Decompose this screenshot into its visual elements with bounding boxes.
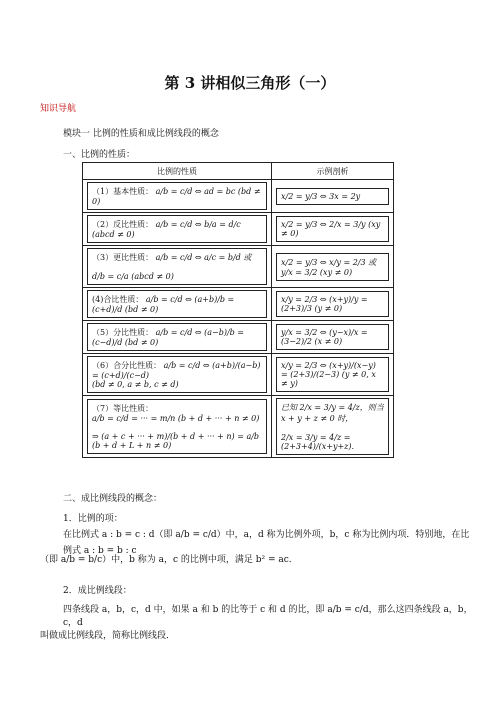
paragraph: 四条线段 a，b，c，d 中，如果 a 和 b 的比等于 c 和 d 的比，即 a/b = c/d，那么这四条线段 a，b，c，d: [63, 605, 473, 628]
proportion-properties-table: [82, 162, 394, 458]
property-formula: a/b = c/d ⇔ (a+b)/(a−b) = (c+d)/(c−d): [92, 361, 261, 380]
page-title: 第 3 讲相似三角形（一）: [164, 74, 336, 92]
example-cell: [272, 354, 394, 396]
example-formula: x/2 = y/3 ⇔ 2/x = 3/y (xy ≠ 0): [281, 220, 381, 238]
table-row: [83, 246, 394, 288]
property-label: （5）分比性质：: [92, 328, 154, 337]
property-label: （3）更比性质：: [92, 253, 154, 262]
paragraph: （即 a/b = b/c）中，b 称为 a，c 的比例中项，满足 b² = ac．: [40, 555, 298, 565]
property-formula-line2: ⇒ (a + c + ··· + m)/(b + d + ··· + n) = a/b (b + d + L + n ≠ 0): [92, 432, 260, 450]
table-row: [83, 321, 394, 354]
table-row: [83, 213, 394, 246]
example-cell: [272, 288, 394, 321]
table-header: 比例的性质: [83, 163, 272, 180]
property-cell: [83, 246, 272, 288]
table-row: [83, 288, 394, 321]
paragraph: 叫做成比例线段，简称比例线段．: [40, 631, 176, 641]
example-formula: y/x = 3/2 ⇔ (y−x)/x = (3−2)/2 (x ≠ 0): [281, 328, 368, 346]
example-cell: [272, 321, 394, 354]
property-label: (4)合比性质：: [92, 295, 144, 304]
property-formula: a/b = c/d ⇔ (a+b)/b = (c+d)/d (bd ≠ 0): [92, 295, 235, 314]
example-cell: [272, 180, 394, 213]
property-cell: [83, 180, 272, 213]
example-cell: [272, 246, 394, 288]
module-heading: 模块一 比例的性质和成比例线段的概念: [63, 129, 219, 139]
example-formula: x/2 = y/3 ⇔ x/y = 2/3 或 y/x = 3/2 (xy ≠ 0): [281, 257, 377, 277]
property-cell: [83, 213, 272, 246]
property-label: （1）基本性质：: [92, 187, 154, 196]
example-formula: x/y = 2/3 ⇔ (x+y)/y = (2+3)/3 (y ≠ 0): [281, 295, 368, 313]
property-formula-line2: (bd ≠ 0, a ≠ b, c ≠ d): [92, 380, 179, 389]
property-label: （7）等比性质：: [92, 404, 154, 413]
section-tag: 知识导航: [40, 104, 77, 114]
section-heading: 二、成比例线段的概念：: [63, 494, 163, 504]
paragraph: 在比例式 a : b = c : d（即 a/b = c/d）中，a，d 称为比例外项，b，c 称为比例内项．特别地，在比例式 a : b = b : c: [63, 530, 470, 556]
table-header-row: [83, 163, 394, 180]
example-formula: x/y = 2/3 ⇔ (x+y)/(x−y) = (2+3)/(2−3) (y ≠ 0, x ≠ y): [281, 361, 376, 388]
table-row: [83, 180, 394, 213]
property-cell: [83, 321, 272, 354]
property-label: （2）反比性质：: [92, 220, 154, 229]
example-formula: x/2 = y/3 ⇔ 3x = 2y: [281, 191, 361, 201]
subsection-heading: 1．比例的项：: [63, 514, 123, 524]
table-header: 示例剖析: [272, 163, 394, 180]
property-formula: a/b = c/d = ··· = m/n (b + d + ··· + n ≠ 0): [92, 414, 260, 423]
property-cell: [83, 354, 272, 396]
example-formula: 已知 2/x = 3/y = 4/z，则当 x + y + z ≠ 0 时，: [281, 403, 384, 423]
example-cell: [272, 396, 394, 458]
subsection-heading: 2．成比例线段：: [63, 586, 132, 596]
property-formula: a/b = c/d ⇔ (a−b)/b = (c−d)/d (bd ≠ 0): [92, 328, 244, 347]
property-formula: a/b = c/d ⇔ ad = bc (bd ≠ 0): [92, 187, 261, 206]
example-cell: [272, 213, 394, 246]
subsection-heading: 一、比例的性质：: [63, 150, 136, 160]
property-formula: a/b = c/d ⇔ b/a = d/c (abcd ≠ 0): [92, 220, 241, 239]
table-row: [83, 396, 394, 458]
example-formula-line2: 2/x = 3/y = 4/z = (2+3+4)/(x+y+z).: [281, 433, 355, 451]
property-label: （6）合分比性质：: [92, 361, 162, 370]
property-formula: a/b = c/d ⇔ a/c = b/d 或: [155, 253, 252, 262]
property-cell: [83, 288, 272, 321]
table-row: [83, 354, 394, 396]
property-cell: [83, 396, 272, 458]
property-formula-line2: d/b = c/a (abcd ≠ 0): [92, 272, 174, 281]
